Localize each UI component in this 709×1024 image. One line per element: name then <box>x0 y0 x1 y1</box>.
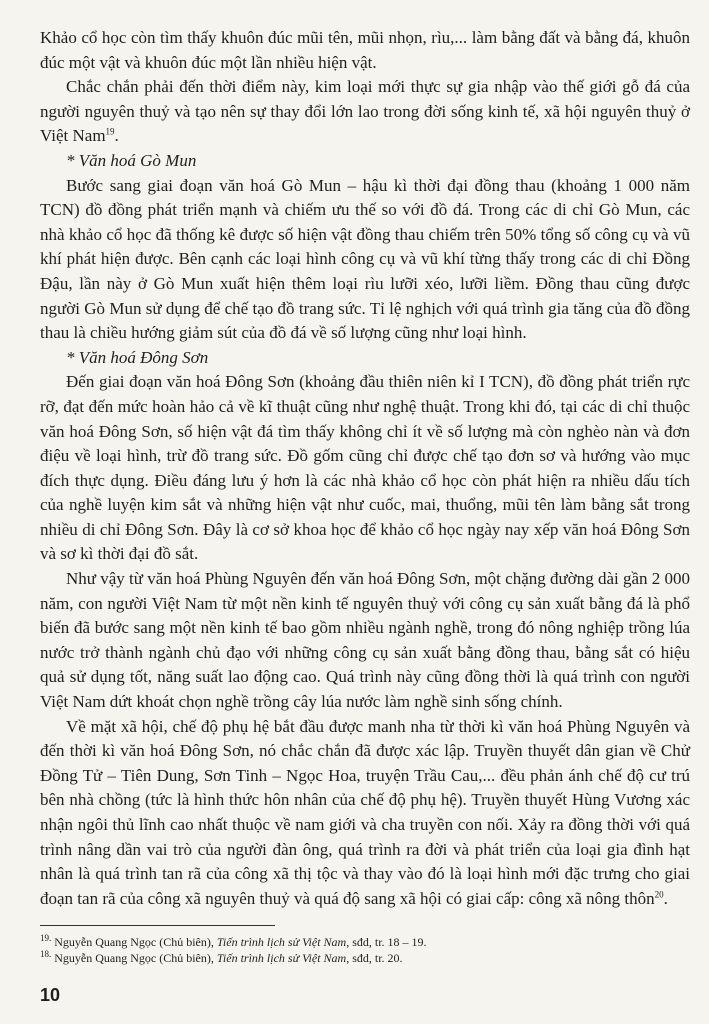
footnote-19 <box>40 933 427 950</box>
paragraph-3: Bước sang giai đoạn văn hoá Gò Mun – hậu kì thời đại đồng thau (khoảng 1 000 năm TCN) đồ đồng phát triển mạnh và chiếm ưu thế so với đồ đá. Trong các di chỉ Gò Mun, các nhà khảo cổ học đã thống kê được số hiện vật đồng thau chiếm trên 50% tổng số công cụ và vũ khí phát hiện được. Bên cạnh các loại hình công cụ và vũ khí từng thấy trong các di chỉ Đồng Đậu, lần này ở Gò Mun xuất hiện thêm loại rìu lưỡi xéo, lưỡi liềm. Đồng thau cũng được người Gò Mun sử dụng để chế tạo đồ trang sức. Tỉ lệ nghịch với quá trình gia tăng của đồ đồng thau là chiều hướng giảm sút của đồ đá về số lượng cũng như loại hình. <box>40 175 690 343</box>
paragraph-2-text: Chắc chắn phải đến thời điểm này, kim loại mới thực sự gia nhập vào thế giới gỗ đá của người nguyên thuỷ và tạo nên sự thay đổi lớn lao trong đời sống kinh tế, xã hội nguyên thuỷ ở Việt Nam <box>40 77 690 146</box>
paragraph-1: Khảo cổ học còn tìm thấy khuôn đúc mũi tên, mũi nhọn, rìu,... làm bằng đất và bằng đá, khuôn đúc một vật và khuôn đúc một lần nhiều hiện vật. <box>40 28 690 72</box>
footnote-number: 19. <box>40 933 52 943</box>
paragraph-2 <box>40 75 690 149</box>
paragraph-6 <box>40 715 690 912</box>
footnote-title: Tiến trình lịch sử Việt Nam <box>216 935 347 949</box>
footnotes <box>40 925 427 966</box>
page-number: 10 <box>40 985 61 1005</box>
paragraph-4: Đến giai đoạn văn hoá Đông Sơn (khoảng đầu thiên niên kỉ I TCN), đồ đồng phát triển rực rỡ, đạt đến mức hoàn hảo cả về kĩ thuật cũng như nghệ thuật. Trong khi đó, tại các di chỉ thuộc văn hoá Đông Sơn, số hiện vật đá tìm thấy không chỉ ít về số lượng mà còn nghèo nàn và đơn điệu về loại hình, trừ đồ trang sức. Đồ gốm cũng chỉ được chế tạo đơn sơ và hướng vào mục đích thực dụng. Điều đáng lưu ý hơn là các nhà khảo cổ học còn phát hiện ra nhiều dấu tích của nghề luyện kim sắt và những hiện vật như cuốc, mai, thuổng, mũi tên làm bằng sắt trong nhiều di chỉ Đông Sơn. Đây là cơ sở khoa học để khảo cổ học ngày nay xếp văn hoá Đông Sơn và sơ kì thời đại đồ sắt. <box>40 372 690 564</box>
footnote-ref-20[interactable]: 20 <box>654 889 664 900</box>
paragraph-6-end: . <box>663 888 668 908</box>
footnote-title: Tiến trình lịch sử Việt Nam <box>216 951 347 965</box>
footnote-author: Nguyễn Quang Ngọc (Chủ biên), <box>51 951 217 965</box>
footnote-author: Nguyễn Quang Ngọc (Chủ biên), <box>51 935 217 949</box>
footnote-source: , sđd, tr. 20. <box>346 951 403 965</box>
page-body <box>40 26 690 911</box>
footnote-20 <box>40 949 403 966</box>
footnote-number: 18. <box>40 949 52 959</box>
paragraph-6-text: Về mặt xã hội, chế độ phụ hệ bắt đầu được manh nha từ thời kì văn hoá Phùng Nguyên và đến thời kì văn hoá Đông Sơn, nó chắc chắn đã được xác lập. Truyền thuyết dân gian về Chử Đồng Tử – Tiên Dung, Sơn Tinh – Ngọc Hoa, truyện Trầu Cau,... đều phản ánh chế độ cư trú bên nhà chồng (tức là hình thức hôn nhân của chế độ phụ hệ). Truyền thuyết Hùng Vương xác nhận ngôi thủ lĩnh cao nhất thuộc về nam giới và cha truyền con nối. Xảy ra đồng thời với quá trình nâng dần vai trò của người đàn ông, quá trình ra đời và phát triển của loại gia đình hạt nhân là quá trình tan rã của công xã thị tộc và thay vào đó là loại hình mới đặc trưng cho giai đoạn tan rã của công xã nguyên thuỷ và quá độ sang xã hội có giai cấp: công xã nông thôn <box>40 716 690 908</box>
heading-dong-son: * Văn hoá Đông Sơn <box>66 347 209 367</box>
footnote-source: , sđd, tr. 18 – 19. <box>346 935 427 949</box>
footnote-ref-19[interactable]: 19 <box>105 126 115 137</box>
paragraph-2-end: . <box>114 126 119 146</box>
heading-go-mun: * Văn hoá Gò Mun <box>66 150 197 170</box>
paragraph-5: Như vậy từ văn hoá Phùng Nguyên đến văn hoá Đông Sơn, một chặng đường dài gần 2 000 năm, con người Việt Nam từ một nền kinh tế nguyên thuỷ với công cụ sản xuất bằng đá là phổ biến đã bước sang một nền kinh tế bao gồm nhiều ngành nghề, trong đó nông nghiệp trồng lúa nước trở thành ngành chủ đạo với những công cụ sản xuất bằng đồng thau, bằng sắt có hiệu quả sử dụng tốt, năng suất lao động cao. Quá trình này cũng đồng thời là quá trình con người Việt Nam dứt khoát chọn nghề trồng cây lúa nước làm nghề sinh sống chính. <box>40 569 691 712</box>
